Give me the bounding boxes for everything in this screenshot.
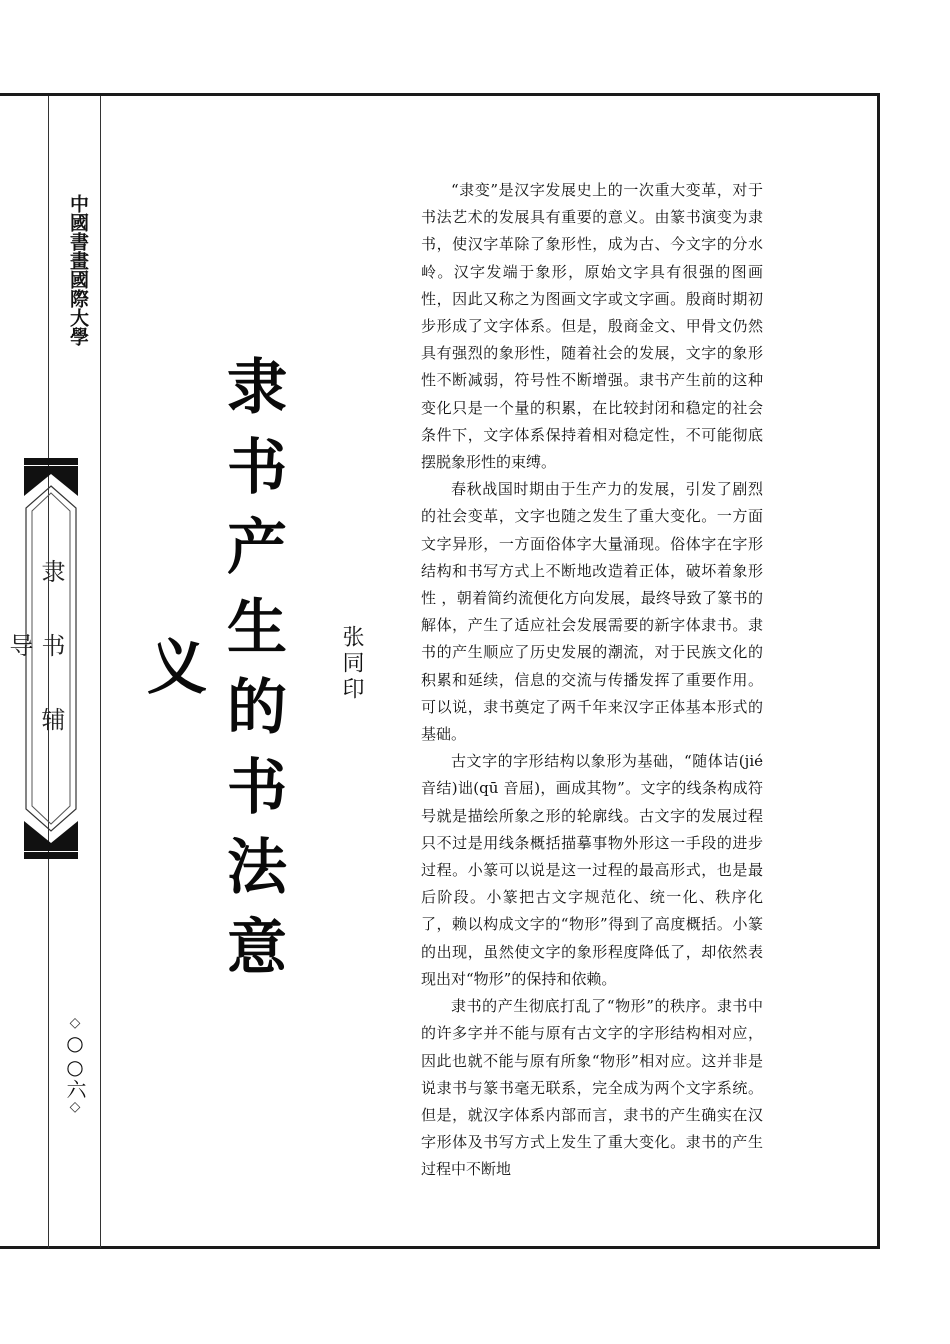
banner-bottom-arrow	[24, 821, 78, 851]
page-number-block	[60, 1005, 90, 1125]
article-body	[421, 177, 763, 1184]
diamond-icon: ◇	[67, 1015, 83, 1031]
sidebar-right-rule	[100, 96, 101, 1248]
banner-top-arrow	[24, 466, 78, 496]
diamond-icon: ◇	[67, 1099, 83, 1115]
article-title: 隶书产生的书法意义	[137, 355, 287, 995]
paragraph: 春秋战国时期由于生产力的发展，引发了剧烈的社会变革，文字也随之发生了重大变化。一方面文字异形，一方面俗体字大量涌现。俗体字在字形结构和书写方式上不断地改造着正体，破坏着象形性 ，朝着简约流便化方向发展，最终导致了篆书的解体，产生了适应社会发展需要的新字体隶书。隶书的产生顺应了历史发展的潮流，对于民族文化的积累和延续，信息的交流与传播发挥了重要作用。可以说，隶书奠定了两千年来汉字正体基本形式的基础。	[421, 480, 763, 744]
article-author: 张同印	[339, 625, 364, 703]
section-label: 隶书辅导	[5, 559, 65, 781]
paragraph: 古文字的字形结构以象形为基础，“随体诘(jié 音结)诎(qū 音屈)，画成其物”。文字的线条构成符号就是描绘所象之形的轮廓线。古文字的发展过程只不过是用线条概括描摹事物外形这一手段的进步过程。小篆可以说是这一过程的最高形式，也是最后阶段。小篆把古文字规范化、统一化、秩序化了，赖以构成文字的“物形”得到了高度概括。小篆的出现，虽然使文字的象形程度降低了，却依然表现出对“物形”的保持和依赖。	[421, 752, 763, 988]
paragraph: “隶变”是汉字发展史上的一次重大变革，对于书法艺术的发展具有重要的意义。由篆书演变为隶书，使汉字革除了象形性，成为古、今文字的分水岭。汉字发端于象形，原始文字具有很强的图画性，因此又称之为图画文字或文字画。殷商时期初步形成了文字体系。但是，殷商金文、甲骨文仍然具有强烈的象形性，随着社会的发展，文字的象形性不断减弱，符号性不断增强。隶书产生前的这种变化只是一个量的积累，在比较封闭和稳定的社会条件下，文字体系保持着相对稳定性，不可能彻底摆脱象形性的束缚。	[421, 181, 763, 472]
paragraph: 隶书的产生彻底打乱了“物形”的秩序。隶书中的许多字并不能与原有古文字的字形结构相对应，因此也就不能与原有所象“物形”相对应。这并非是说隶书与篆书毫无联系，完全成为两个文字系统。但是，就汉字体系内部而言，隶书的产生确实在汉字形体及书写方式上发生了重大变化。隶书的产生过程中不断地	[421, 997, 763, 1179]
page-number: ○○六	[63, 1031, 87, 1099]
banner-bottom-bar	[24, 852, 78, 859]
institution-name: 中國書畫國際大學	[67, 194, 89, 346]
banner-top-bar	[24, 458, 78, 465]
